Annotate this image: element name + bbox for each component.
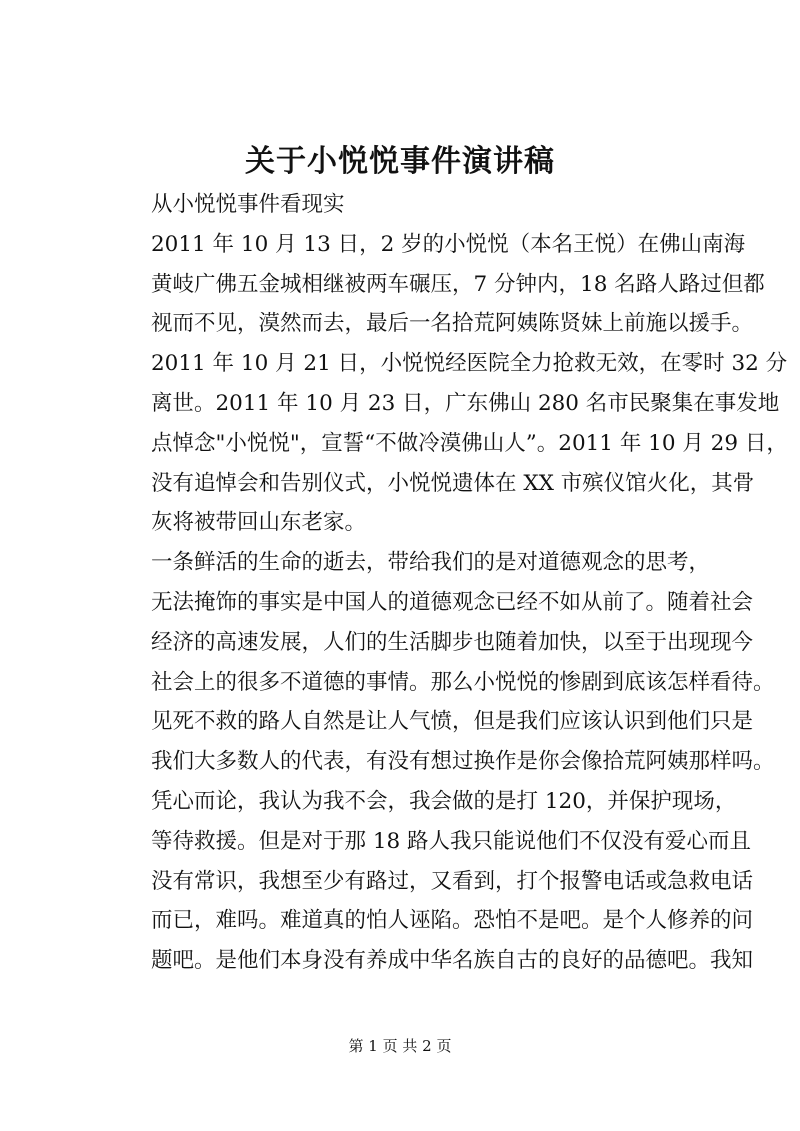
text-line: 见死不救的路人自然是让人气愤，但是我们应该认识到他们只是 <box>151 709 754 735</box>
subtitle: 从小悦悦事件看现实 <box>151 192 345 217</box>
text-line: 一条鲜活的生命的逝去，带给我们的是对道德观念的思考， <box>151 550 711 576</box>
paragraph-3 <box>108 782 754 981</box>
text-line: 2011 年 10 月 13 日，2 岁的小悦悦（本名王悦）在佛山南海 <box>151 231 746 257</box>
text-line: 社会上的很多不道德的事情。那么小悦悦的惨剧到底该怎样看待。 <box>151 669 775 695</box>
text-line: 而已，难吗。难道真的怕人诬陷。恐怕不是吧。是个人修养的问 <box>151 908 754 934</box>
text-line: 等待救援。但是对于那 18 路人我只能说他们不仅没有爱心而且 <box>151 828 752 854</box>
text-line: 黄岐广佛五金城相继被两车碾压，7 分钟内，18 名路人路过但都 <box>151 271 765 297</box>
text-line: 没有常识，我想至少有路过，又看到，打个报警电话或急救电话 <box>151 868 754 894</box>
text-line: 灰将被带回山东老家。 <box>151 510 367 536</box>
text-line: 我们大多数人的代表，有没有想过换作是你会像拾荒阿姨那样吗。 <box>151 749 775 775</box>
paragraph-1 <box>108 225 788 543</box>
document-body <box>108 185 788 981</box>
text-line: 题吧。是他们本身没有养成中华名族自古的良好的品德吧。我知 <box>151 948 754 974</box>
text-line: 2011 年 10 月 21 日，小悦悦经医院全力抢救无效，在零时 32 分 <box>151 351 788 377</box>
page-footer: 第 1 页 共 2 页 <box>348 1037 452 1055</box>
text-line: 无法掩饰的事实是中国人的道德观念已经不如从前了。随着社会 <box>151 589 754 615</box>
text-line: 离世。2011 年 10 月 23 日，广东佛山 280 名市民聚集在事发地 <box>151 390 780 416</box>
text-line: 点悼念"小悦悦"，宣誓“不做冷漠佛山人”。2011 年 10 月 29 日， <box>151 430 788 456</box>
text-line: 凭心而论，我认为我不会，我会做的是打 120，并保护现场， <box>151 788 737 814</box>
text-line: 视而不见，漠然而去，最后一名拾荒阿姨陈贤妹上前施以援手。 <box>151 311 754 337</box>
text-line: 没有追悼会和告别仪式，小悦悦遗体在 XX 市殡仪馆火化，其骨 <box>151 470 755 496</box>
text-line: 经济的高速发展，人们的生活脚步也随着加快，以至于出现现今 <box>151 629 754 655</box>
page-title: 关于小悦悦事件演讲稿 <box>245 144 555 179</box>
paragraph-2 <box>108 543 775 782</box>
